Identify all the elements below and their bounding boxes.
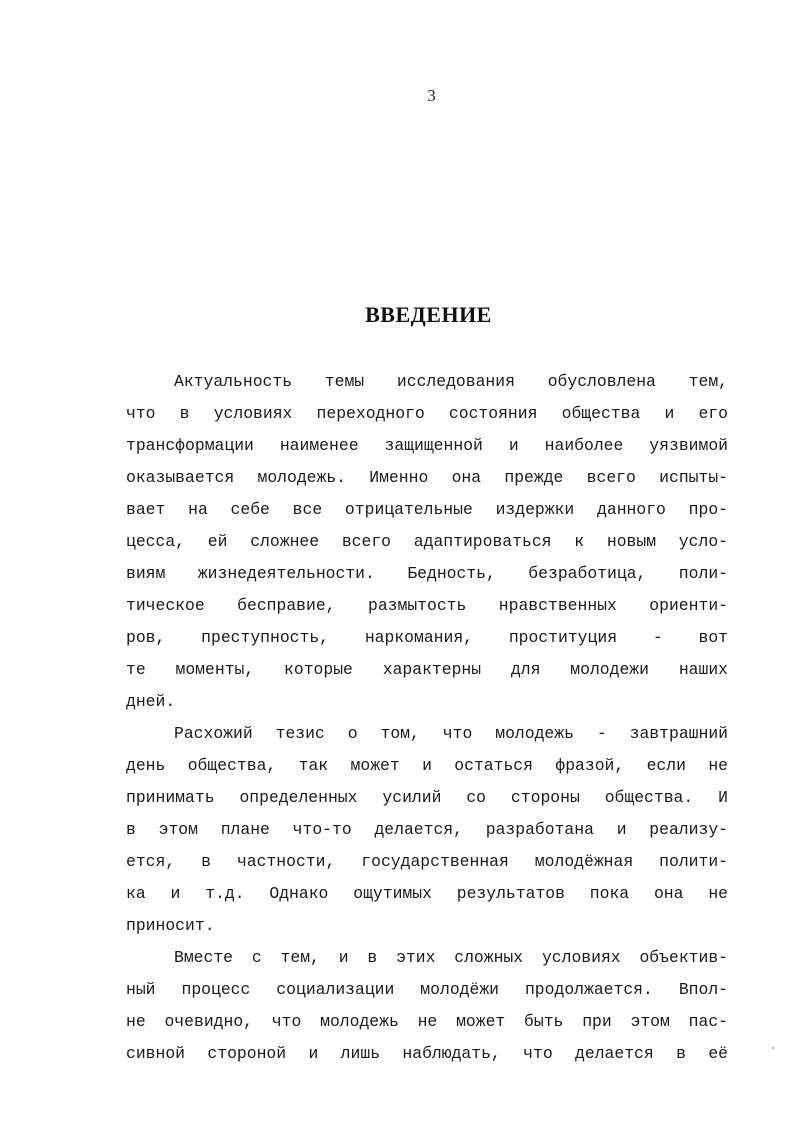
text-line: цесса, ей сложнее всего адаптироваться к новым усло- <box>126 532 728 551</box>
text-line: ров, преступность, наркомания, проституция - вот <box>126 628 728 647</box>
text-line: в этом плане что-то делается, разработана и реализу- <box>126 820 728 839</box>
text-line: приносит. <box>126 916 215 935</box>
text-line: оказывается молодежь. Именно она прежде всего испыты- <box>126 468 728 487</box>
text-line: виям жизнедеятельности. Бедность, безработица, поли- <box>126 564 728 583</box>
text-line: день общества, так может и остаться фразой, если не <box>126 756 728 775</box>
text-line: ется, в частности, государственная молодёжная полити- <box>126 852 728 871</box>
text-line: вает на себе все отрицательные издержки данного про- <box>126 500 728 519</box>
text-line: Расхожий тезис о том, что молодежь - завтрашний <box>174 724 728 743</box>
section-heading: ВВЕДЕНИЕ <box>365 302 492 327</box>
text-line: Актуальность темы исследования обусловлена тем, <box>174 372 728 391</box>
text-line: что в условиях переходного состояния общества и его <box>126 404 728 423</box>
text-line: не очевидно, что молодежь не может быть при этом пас- <box>126 1012 728 1031</box>
text-line: принимать определенных усилий со стороны общества. И <box>126 788 728 807</box>
text-line: сивной стороной и лишь наблюдать, что делается в её <box>126 1044 728 1063</box>
text-line: Вместе с тем, и в этих сложных условиях объектив- <box>174 948 728 967</box>
text-line: трансформации наименее защищенной и наиболее уязвимой <box>126 436 728 455</box>
text-line: ный процесс социализации молодёжи продолжается. Впол- <box>126 980 728 999</box>
page-number: 3 <box>427 86 436 105</box>
scan-speck <box>772 1047 774 1049</box>
text-line: дней. <box>126 692 176 711</box>
text-line: ка и т.д. Однако ощутимых результатов пока она не <box>126 884 728 903</box>
text-line: те моменты, которые характерны для молодежи наших <box>126 660 728 679</box>
text-line: тическое бесправие, размытость нравственных ориенти- <box>126 596 728 615</box>
